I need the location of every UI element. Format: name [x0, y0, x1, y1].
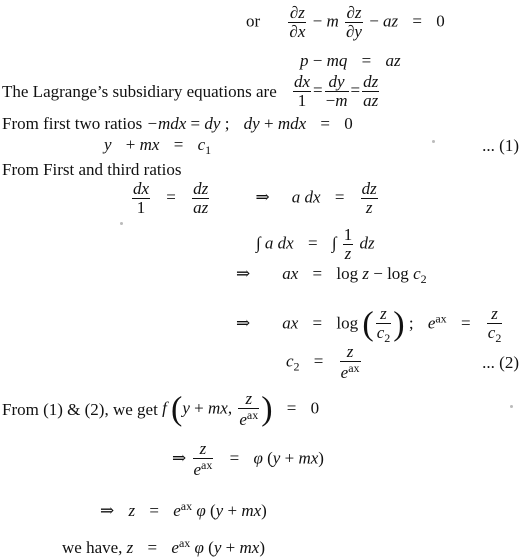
equation-integral: ∫ a dx = ∫ $\frac{1}{z}$ dz [256, 225, 375, 263]
final-solution-text: we have, [62, 538, 123, 557]
first-third-ratios-text: From First and third ratios [2, 160, 182, 179]
combined-solution-text: From (1) & (2), we get [2, 399, 158, 419]
equation-log-difference: ⇒ ax = $\log z - \log c_2$ [236, 264, 427, 286]
line-or-prefix: or [246, 11, 261, 31]
scan-speck [432, 140, 435, 143]
equation-ref-2: ... (2) [482, 353, 519, 372]
equation-ref-1: ... (1) [482, 136, 519, 155]
scan-speck [120, 222, 123, 225]
equation-c1: y + mx = $c_1$ [104, 135, 212, 157]
combined-solution-line: From (1) & (2), we get f (y + mx, $\frac{z}{e^{ax}}$ ) = 0 [2, 389, 320, 429]
scan-speck [510, 405, 513, 408]
equation-first-third-ratio: $\frac{dx}{1}$ = $\frac{dz}{az}$ ⇒ a dx = $\frac{dz}{z}$ [133, 179, 377, 217]
subsidiary-equations-text: The Lagrange’s subsidiary equations are [2, 81, 277, 101]
equation-pq-form: p − mq = az [300, 51, 401, 70]
final-solution-line: we have, $z = e^{ax}$ φ (y + mx) [62, 536, 265, 557]
equation-z-solution: ⇒ $z = e^{ax}$ φ (y + mx) [100, 499, 267, 520]
equation-pde-derivative-form: or $\frac{\partial z}{\partial x}$ − m $\frac{\partial z}{\partial y}$ − az = 0 [246, 3, 445, 41]
equation-log-ratio: ⇒ ax = log ( $\frac{z}{c_2}$ ) ; $e^{ax}$ = $\frac{z}{c_2}$ [236, 304, 502, 345]
equation-c2: $c_2$ = $\frac{z}{e^{ax}}$ [286, 342, 360, 382]
equation-phi-ratio: ⇒ $\frac{z}{e^{ax}}$ = φ (y + mx) [172, 439, 324, 479]
subsidiary-equations-line: The Lagrange’s subsidiary equations are $\frac{dx}{1}$ = $\frac{dy}{-m}$ = $\frac{dz}{az}$ [2, 72, 379, 110]
first-two-ratios-text: From first two ratios [2, 114, 143, 133]
first-two-ratios-line: From first two ratios −mdx = dy ; dy + mdx = 0 [2, 114, 353, 133]
